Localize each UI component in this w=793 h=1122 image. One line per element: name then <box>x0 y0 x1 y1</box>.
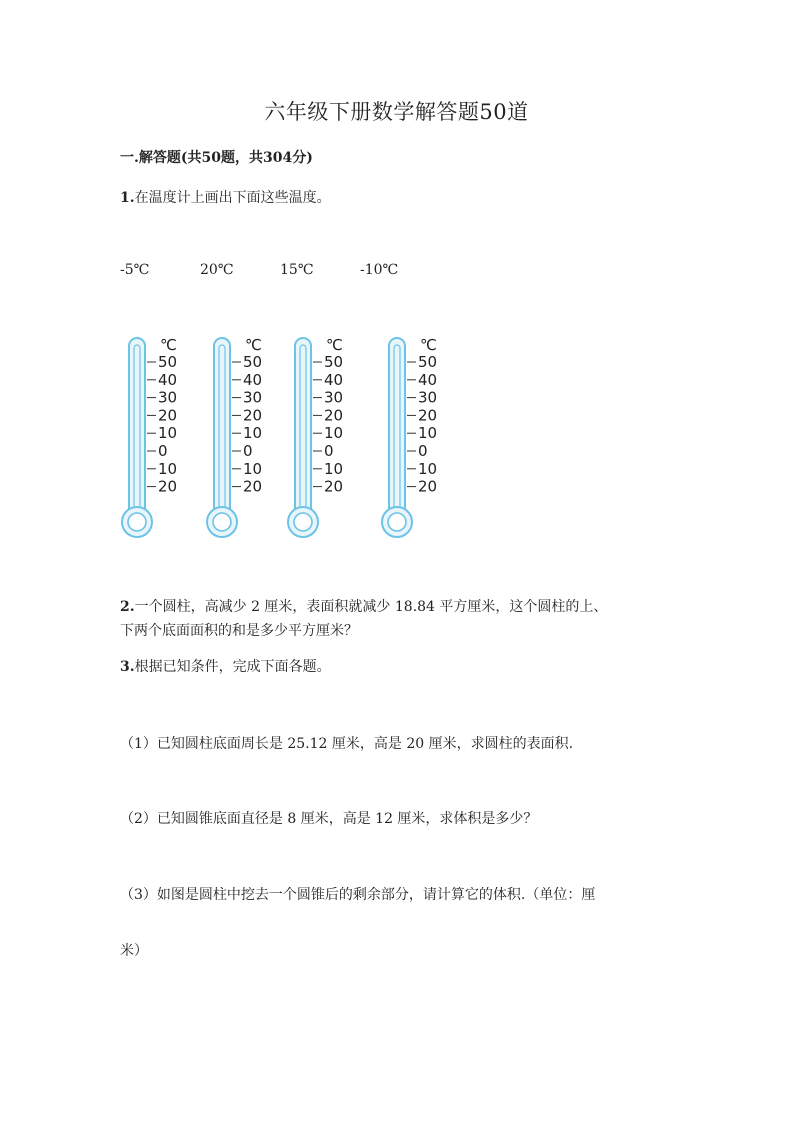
scale-label: 30 <box>243 388 263 407</box>
unit-label: ℃ <box>160 336 177 354</box>
scale-label: 10 <box>324 424 344 443</box>
unit-label: ℃ <box>245 336 262 354</box>
scale-label: 10 <box>243 424 263 443</box>
scale-label: 20 <box>324 477 344 496</box>
unit-label: ℃ <box>326 336 343 354</box>
scale-label: 0 <box>158 442 168 460</box>
question-text: 一个圆柱，高减少 2 厘米，表面积就减少 18.84 平方厘米，这个圆柱的上、 <box>134 599 608 615</box>
question-number: 1. <box>120 190 135 206</box>
sub-question-1: （1）已知圆柱底面周长是 25.12 厘米，高是 20 厘米，求圆柱的表面积. <box>120 736 574 752</box>
scale-label: 20 <box>158 406 178 425</box>
thermometer-bulb-inner <box>213 513 231 531</box>
thermometer-graphic <box>205 336 277 542</box>
scale-label: 0 <box>324 442 334 460</box>
question-3 <box>120 656 331 676</box>
scale-label: 50 <box>324 353 344 371</box>
scale-label: 40 <box>324 370 344 389</box>
scale-label: 10 <box>324 459 344 478</box>
scale-label: 20 <box>418 477 438 496</box>
scale-label: 10 <box>418 424 438 443</box>
scale-label: 10 <box>158 424 178 443</box>
question-text: 在温度计上画出下面这些温度。 <box>134 190 331 206</box>
scale-label: 20 <box>418 406 438 425</box>
scale-label: 20 <box>243 406 263 425</box>
question-2 <box>120 596 607 616</box>
section-heading: 一.解答题(共50题，共304分) <box>120 150 313 166</box>
sub-question-2: （2）已知圆锥底面直径是 8 厘米，高是 12 厘米，求体积是多少？ <box>120 811 538 827</box>
scale-label: 50 <box>418 353 438 371</box>
thermometer[interactable] <box>205 336 277 542</box>
scale-label: 30 <box>418 388 438 407</box>
question-1 <box>120 187 331 207</box>
thermometer-graphic <box>380 336 452 542</box>
scale-label: 40 <box>158 370 178 389</box>
temperature-label: 20℃ <box>200 262 234 278</box>
temperature-label: -5℃ <box>120 262 150 278</box>
scale-label: 30 <box>324 388 344 407</box>
scale-label: 10 <box>418 459 438 478</box>
thermometer-bulb-inner <box>128 513 146 531</box>
thermometer-bulb-inner <box>294 513 312 531</box>
thermometer-graphic <box>120 336 192 542</box>
scale-label: 50 <box>158 353 178 371</box>
temperature-label: -10℃ <box>360 262 399 278</box>
scale-label: 0 <box>418 442 428 460</box>
scale-label: 20 <box>324 406 344 425</box>
scale-label: 40 <box>418 370 438 389</box>
question-number: 2. <box>120 599 135 615</box>
question-number: 3. <box>120 659 135 675</box>
scale-label: 20 <box>158 477 178 496</box>
unit-label: ℃ <box>420 336 437 354</box>
thermometer[interactable] <box>286 336 358 542</box>
scale-label: 0 <box>243 442 253 460</box>
thermometer-bulb-inner <box>388 513 406 531</box>
question-2-continued: 下两个底面面积的和是多少平方厘米？ <box>120 623 358 639</box>
thermometer-tube <box>214 338 230 509</box>
thermometer-tube <box>389 338 405 509</box>
scale-label: 20 <box>243 477 263 496</box>
scale-label: 40 <box>243 370 263 389</box>
scale-label: 10 <box>158 459 178 478</box>
thermometer-tube <box>295 338 311 509</box>
scale-label: 10 <box>243 459 263 478</box>
scale-label: 50 <box>243 353 263 371</box>
thermometer-tube <box>129 338 145 509</box>
sub-question-3-continued: 米） <box>120 943 148 959</box>
sub-question-3: （3）如图是圆柱中挖去一个圆锥后的剩余部分，请计算它的体积.（单位：厘 <box>120 887 596 903</box>
question-text: 根据已知条件，完成下面各题。 <box>134 659 331 675</box>
thermometer-graphic <box>286 336 358 542</box>
temperature-label: 15℃ <box>280 262 314 278</box>
scale-label: 30 <box>158 388 178 407</box>
page-title: 六年级下册数学解答题50道 <box>264 100 529 124</box>
thermometer[interactable] <box>120 336 192 542</box>
thermometer[interactable] <box>380 336 452 542</box>
